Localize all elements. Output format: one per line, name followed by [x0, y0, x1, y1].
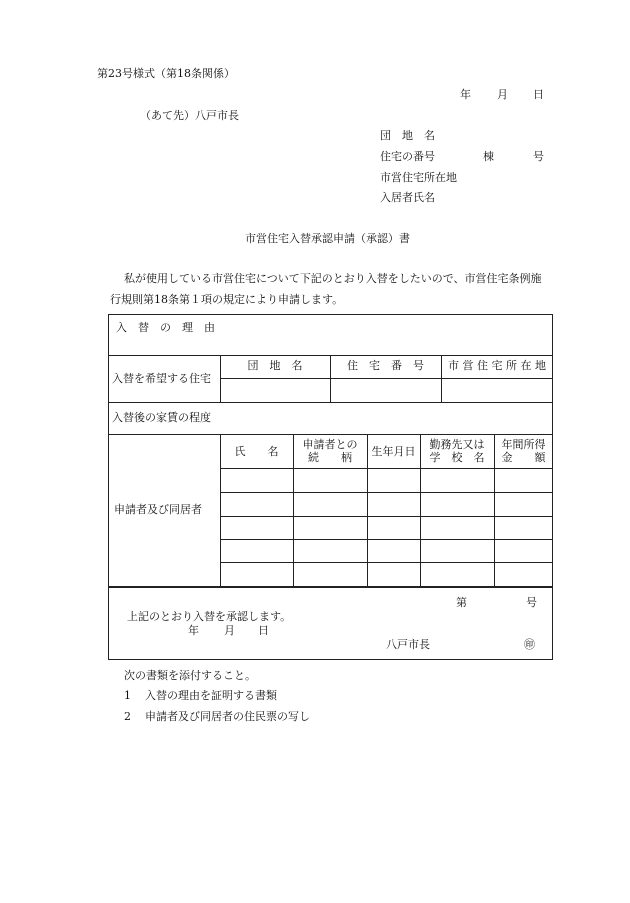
field-danchi-name: 団 地 名	[380, 129, 435, 142]
form-number: 第23号様式（第18条関係）	[97, 67, 235, 80]
date-month: 月	[497, 88, 508, 101]
col-danchi-name: 団 地 名	[247, 359, 303, 372]
approval-no-prefix: 第	[456, 596, 467, 609]
table-rule	[220, 562, 553, 563]
intro-line-2: 行規則第18条第１項の規定により申請します。	[110, 293, 344, 306]
table-rule	[220, 492, 553, 493]
table-rule	[420, 434, 421, 586]
attachment-1-text: 入替の理由を証明する書類	[145, 689, 277, 702]
seal-mark: ㊞	[524, 638, 535, 651]
table-rule	[220, 378, 553, 379]
col-income: 年間所得 金 額	[501, 438, 546, 464]
field-resident-name: 入居者氏名	[380, 191, 435, 204]
approval-month: 月	[224, 624, 235, 637]
members-label: 申請者及び同居者	[114, 503, 202, 516]
field-number-unit: 号	[533, 150, 544, 163]
col-location: 市 営 住 宅 所 在 地	[448, 359, 546, 372]
attachments-heading: 次の書類を添付すること。	[124, 669, 256, 682]
document-title: 市営住宅入替承認申請（承認）書	[245, 232, 410, 245]
col-workplace: 勤務先又は 学 校 名	[429, 438, 485, 464]
col-name: 氏 名	[234, 445, 279, 458]
date-year: 年	[460, 88, 471, 101]
intro-line-1: 私が使用している市営住宅について下記のとおり入替をしたいので、市営住宅条例施	[124, 272, 542, 285]
table-rule	[220, 539, 553, 540]
attachment-2-num: 2	[124, 710, 131, 723]
approval-day: 日	[258, 624, 269, 637]
field-building: 棟	[483, 150, 494, 163]
table-rule-bold	[108, 586, 553, 588]
table-rule	[220, 355, 221, 402]
field-location: 市営住宅所在地	[380, 171, 457, 184]
col-house-number: 住 宅 番 号	[347, 359, 424, 372]
addressee: （あて先）八戸市長	[140, 109, 239, 122]
col-relationship: 申請者との 続 柄	[302, 438, 358, 464]
table-rule	[494, 434, 495, 586]
reason-label: 入 替 の 理 由	[116, 321, 215, 334]
rent-label: 入替後の家賃の程度	[112, 411, 211, 424]
field-house-number: 住宅の番号	[380, 150, 435, 163]
approval-text: 上記のとおり入替を承認します。	[127, 610, 292, 623]
table-rule	[108, 434, 553, 435]
table-rule	[220, 434, 221, 586]
approval-mayor: 八戸市長	[386, 638, 430, 651]
desired-housing-label: 入替を希望する住宅	[112, 372, 211, 385]
table-rule	[220, 516, 553, 517]
attachment-2-text: 申請者及び同居者の住民票の写し	[145, 710, 310, 723]
attachment-1-num: 1	[124, 689, 131, 702]
table-rule	[441, 355, 442, 402]
table-rule	[330, 355, 331, 402]
table-rule	[220, 468, 553, 469]
table-rule	[108, 402, 553, 403]
col-birthdate: 生年月日	[371, 445, 416, 458]
approval-year: 年	[188, 624, 199, 637]
approval-no-suffix: 号	[526, 596, 537, 609]
date-day: 日	[533, 88, 544, 101]
table-rule	[367, 434, 368, 586]
table-rule	[293, 434, 294, 586]
